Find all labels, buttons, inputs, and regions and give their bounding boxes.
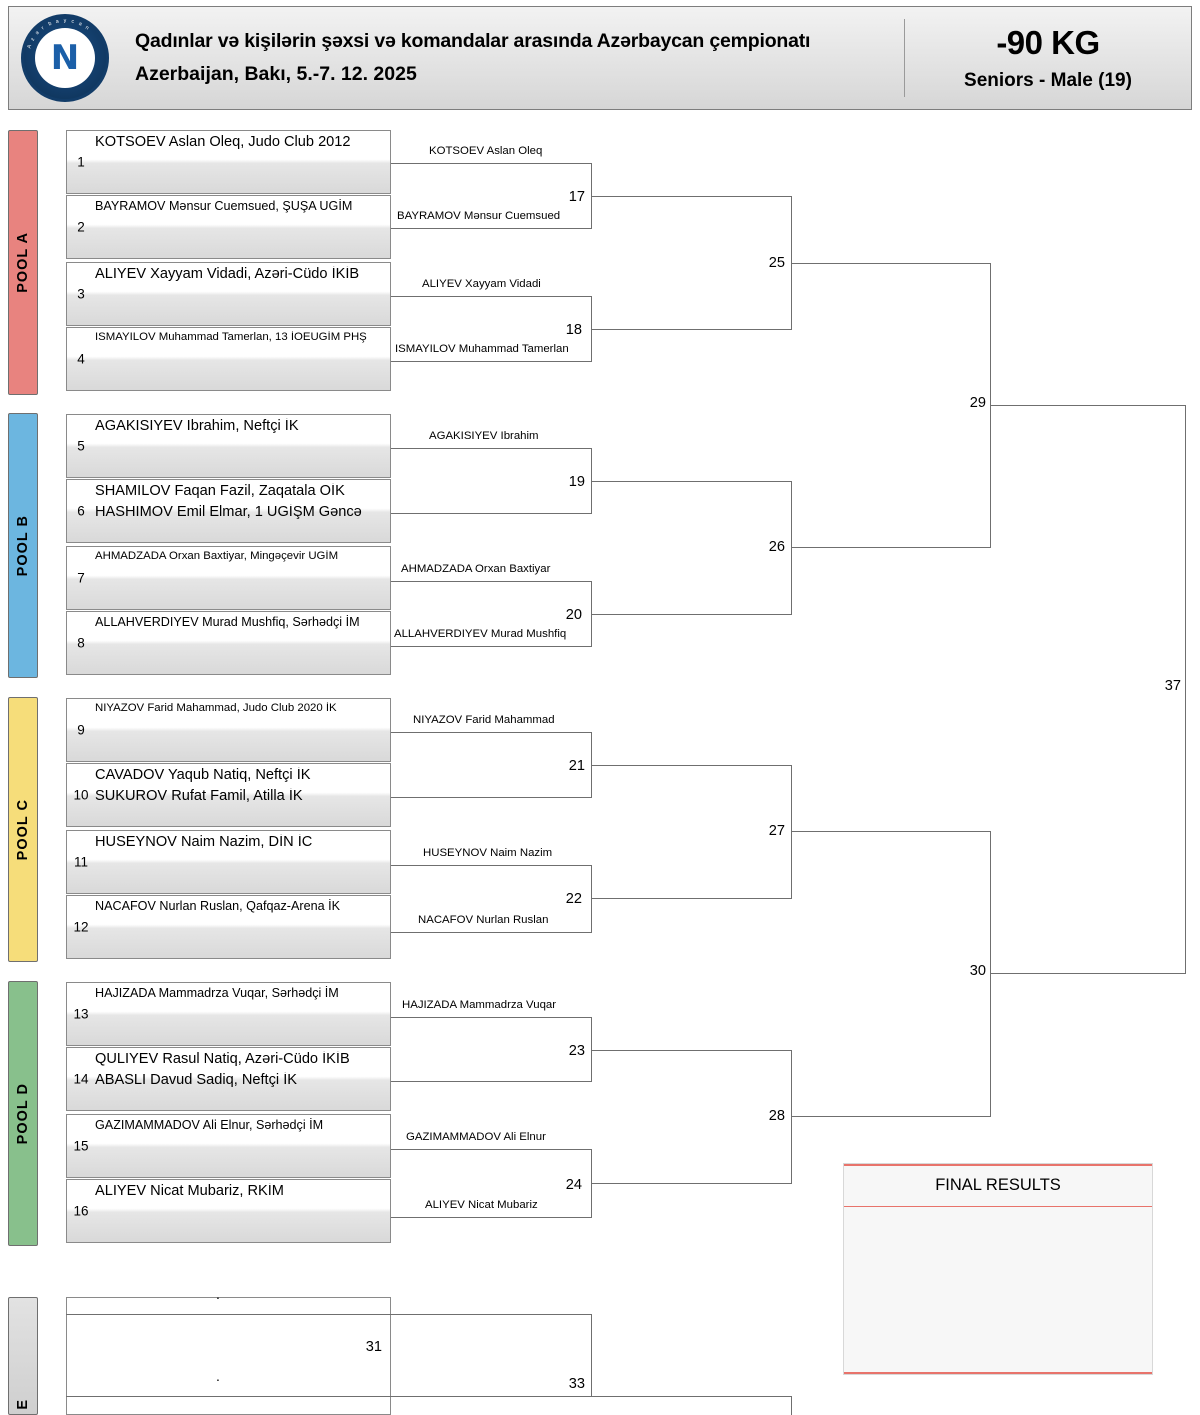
rep-connector-31 <box>591 1314 592 1396</box>
entry-16[interactable] <box>66 1179 391 1243</box>
title-block <box>121 7 904 109</box>
final-connector-37 <box>1185 405 1186 974</box>
pool-label-b <box>8 413 38 678</box>
weight-class: -90 KG <box>996 24 1100 61</box>
entry-12[interactable] <box>66 895 391 959</box>
entry-name: AHMADZADA Orxan Baxtiyar, Mingəçevir UGİM <box>95 550 339 562</box>
r2-line-bottom-20 <box>391 646 591 647</box>
r2-winner-top-22: HUSEYNOV Naim Nazim <box>423 847 553 859</box>
repechage-placeholder-top: . <box>216 1286 220 1302</box>
entry-name: ALIYEV Nicat Mubariz, RKİM <box>95 1183 284 1199</box>
r2-line-bottom-19 <box>391 513 591 514</box>
entry-1[interactable] <box>66 130 391 194</box>
entry-name: NIYAZOV Farid Mahammad, Judo Club 2020 İK <box>95 702 337 714</box>
rep-line-top-31 <box>66 1314 591 1315</box>
r2-line-bottom-23 <box>391 1081 591 1082</box>
entry-name: ISMAYILOV Muhammad Tamerlan, 13 İOEUGİM PHŞ <box>95 331 367 343</box>
entry-name: QULIYEV Rasul Natiq, Azəri-Cüdo İKİB <box>95 1051 350 1067</box>
r2-winner-bottom-20: ALLAHVERDIYEV Murad Mushfiq <box>394 628 567 640</box>
entry-4[interactable] <box>66 327 391 391</box>
entry-number: 16 <box>73 1203 89 1219</box>
sf-line-bottom-29 <box>791 547 990 548</box>
r2-line-top-24 <box>391 1149 591 1150</box>
r2-winner-bottom-17: BAYRAMOV Mənsur Cuemsued <box>397 210 561 222</box>
entry-10[interactable] <box>66 763 391 827</box>
r3-line-top-27 <box>591 765 791 766</box>
r2-line-top-21 <box>391 732 591 733</box>
r2-winner-top-24: GAZIMAMMADOV Ali Elnur <box>406 1131 546 1143</box>
match-number-22: 22 <box>565 891 582 907</box>
match-number-17: 17 <box>568 189 585 205</box>
entry-number: 9 <box>77 722 85 738</box>
federation-logo-icon <box>21 14 109 102</box>
rep-line-33 <box>591 1396 791 1397</box>
entry-number: 14 <box>73 1071 89 1087</box>
r3-connector-26 <box>791 481 792 615</box>
entry-name: NACAFOV Nurlan Ruslan, Qafqaz-Arena İK <box>95 899 340 913</box>
pool-d-text: POOL D <box>15 1082 31 1145</box>
match-number-30: 30 <box>969 963 986 979</box>
entry-name: CAVADOV Yaqub Natiq, Neftçi İK <box>95 767 311 783</box>
r3-line-bottom-25 <box>591 329 791 330</box>
match-number-29: 29 <box>969 395 986 411</box>
match-number-23: 23 <box>568 1043 585 1059</box>
entry-number: 4 <box>77 351 85 367</box>
entry-7[interactable] <box>66 546 391 610</box>
page-title: Qadınlar və kişilərin şəxsi və komandalar arasında Azərbaycan çempionatı <box>135 30 811 52</box>
r2-line-top-19 <box>391 448 591 449</box>
entry-9[interactable] <box>66 698 391 762</box>
entry-3[interactable] <box>66 262 391 326</box>
pool-label-d <box>8 981 38 1246</box>
entry-name: ALLAHVERDIYEV Murad Mushfiq, Sərhədçi İM <box>95 615 360 629</box>
pool-label-a <box>8 130 38 395</box>
r2-line-bottom-24 <box>391 1217 591 1218</box>
r2-winner-bottom-24: ALIYEV Nicat Mubariz <box>425 1199 538 1211</box>
entry-11[interactable] <box>66 830 391 894</box>
entry-name-secondary: ABASLI Davud Sadiq, Neftçi İK <box>95 1072 297 1088</box>
entry-6[interactable] <box>66 479 391 543</box>
r2-line-bottom-22 <box>391 932 591 933</box>
match-number-28: 28 <box>768 1108 785 1124</box>
age-gender-category: Seniors - Male (19) <box>964 70 1132 91</box>
entry-number: 15 <box>73 1138 89 1154</box>
entry-2[interactable] <box>66 195 391 259</box>
r3-line-bottom-27 <box>591 898 791 899</box>
entry-5[interactable] <box>66 414 391 478</box>
final-results-title: FINAL RESULTS <box>935 1176 1061 1194</box>
sf-line-bottom-30 <box>791 1116 990 1117</box>
r3-line-top-25 <box>591 196 791 197</box>
final-results-bottom-rule <box>844 1372 1152 1374</box>
r3-connector-28 <box>791 1050 792 1184</box>
final-line-bottom-37 <box>990 973 1185 974</box>
r2-winner-top-17: KOTSOEV Aslan Oleq <box>429 145 543 157</box>
r2-line-top-17 <box>391 163 591 164</box>
logo-container <box>9 7 121 109</box>
entry-number: 1 <box>77 154 85 170</box>
entry-name: BAYRAMOV Mənsur Cuemsued, ŞUŞA UGİM <box>95 199 353 213</box>
sf-line-top-30 <box>791 831 990 832</box>
r2-winner-bottom-22: NACAFOV Nurlan Ruslan <box>418 914 549 926</box>
entry-name: KOTSOEV Aslan Oleq, Judo Club 2012 <box>95 134 351 150</box>
logo-mark: N <box>50 38 80 78</box>
match-number-24: 24 <box>565 1177 582 1193</box>
r3-connector-27 <box>791 765 792 899</box>
pool-label-c <box>8 697 38 962</box>
match-number-25: 25 <box>768 255 785 271</box>
r2-line-top-23 <box>391 1017 591 1018</box>
entry-13[interactable] <box>66 982 391 1046</box>
entry-number: 8 <box>77 635 85 651</box>
r2-winner-top-23: HAJIZADA Mammadrza Vuqar <box>402 999 557 1011</box>
r2-connector-22 <box>591 865 592 933</box>
pool-b-text: POOL B <box>15 514 31 577</box>
entry-number: 11 <box>73 854 88 870</box>
entry-number: 10 <box>73 787 89 803</box>
r2-line-bottom-17 <box>391 228 591 229</box>
entry-name: AGAKISIYEV Ibrahim, Neftçi İK <box>95 418 299 434</box>
entry-number: 2 <box>77 219 85 235</box>
match-number-31: 31 <box>365 1339 382 1355</box>
entry-name-secondary: HASHIMOV Emil Elmar, 1 UGİŞM Gəncə <box>95 504 362 520</box>
entry-14[interactable] <box>66 1047 391 1111</box>
match-number-26: 26 <box>768 539 785 555</box>
pool-a-text: POOL A <box>15 232 31 293</box>
final-results-top-rule <box>844 1164 1152 1166</box>
weight-category-block <box>905 7 1191 109</box>
final-line-top-37 <box>990 405 1185 406</box>
match-number-19: 19 <box>568 474 585 490</box>
entry-name: HUSEYNOV Naim Nazim, DİN İC <box>95 834 313 850</box>
entry-number: 12 <box>73 919 89 935</box>
match-number-18: 18 <box>565 322 582 338</box>
match-number-27: 27 <box>768 823 785 839</box>
sf-line-top-29 <box>791 263 990 264</box>
r2-winner-top-21: NIYAZOV Farid Mahammad <box>413 714 555 726</box>
entry-name: SHAMILOV Faqan Fazil, Zaqatala OİK <box>95 483 345 499</box>
sf-connector-30 <box>990 831 991 1117</box>
entry-number: 7 <box>77 570 85 586</box>
r3-line-top-26 <box>591 481 791 482</box>
rep-connector-33 <box>791 1396 792 1415</box>
r3-line-bottom-28 <box>591 1183 791 1184</box>
repechage-label-e <box>8 1297 38 1415</box>
r2-winner-bottom-18: ISMAYILOV Muhammad Tamerlan <box>395 343 569 355</box>
match-number-33: 33 <box>568 1376 585 1392</box>
entry-number: 3 <box>77 286 85 302</box>
match-number-21: 21 <box>568 758 585 774</box>
final-results-panel <box>843 1163 1153 1375</box>
final-results-separator <box>844 1206 1152 1207</box>
match-number-20: 20 <box>565 607 582 623</box>
entry-name-secondary: SUKUROV Rufat Famil, Atilla İK <box>95 788 303 804</box>
r2-line-bottom-21 <box>391 797 591 798</box>
entry-name: HAJIZADA Mammadrza Vuqar, Sərhədçi İM <box>95 986 339 1000</box>
rep-line-bottom-31 <box>66 1396 591 1397</box>
entry-name: GAZIMAMMADOV Ali Elnur, Sərhədçi İM <box>95 1118 324 1132</box>
match-number-37: 37 <box>1164 678 1181 694</box>
event-location-date: Azerbaijan, Bakı, 5.-7. 12. 2025 <box>135 63 417 85</box>
r2-line-top-22 <box>391 865 591 866</box>
tournament-header <box>8 6 1192 110</box>
r2-winner-top-18: ALIYEV Xayyam Vidadi <box>422 278 541 290</box>
r2-line-bottom-18 <box>391 361 591 362</box>
logo-ring-text: A z ə r b a y c a n <box>26 17 90 50</box>
pool-c-text: POOL C <box>15 798 31 861</box>
entry-8[interactable] <box>66 611 391 675</box>
r2-winner-top-19: AGAKISIYEV Ibrahim <box>429 430 539 442</box>
entry-number: 13 <box>73 1006 89 1022</box>
r2-winner-top-20: AHMADZADA Orxan Baxtiyar <box>401 563 551 575</box>
entry-number: 5 <box>77 438 85 454</box>
repechage-placeholder-bottom: . <box>216 1368 220 1384</box>
entry-15[interactable] <box>66 1114 391 1178</box>
r2-line-top-20 <box>391 581 591 582</box>
r3-line-bottom-26 <box>591 614 791 615</box>
repechage-e-text: E <box>15 1400 31 1410</box>
entry-name: ALIYEV Xayyam Vidadi, Azəri-Cüdo İKİB <box>95 266 360 282</box>
r2-line-top-18 <box>391 296 591 297</box>
r3-line-top-28 <box>591 1050 791 1051</box>
entry-number: 6 <box>77 503 85 519</box>
